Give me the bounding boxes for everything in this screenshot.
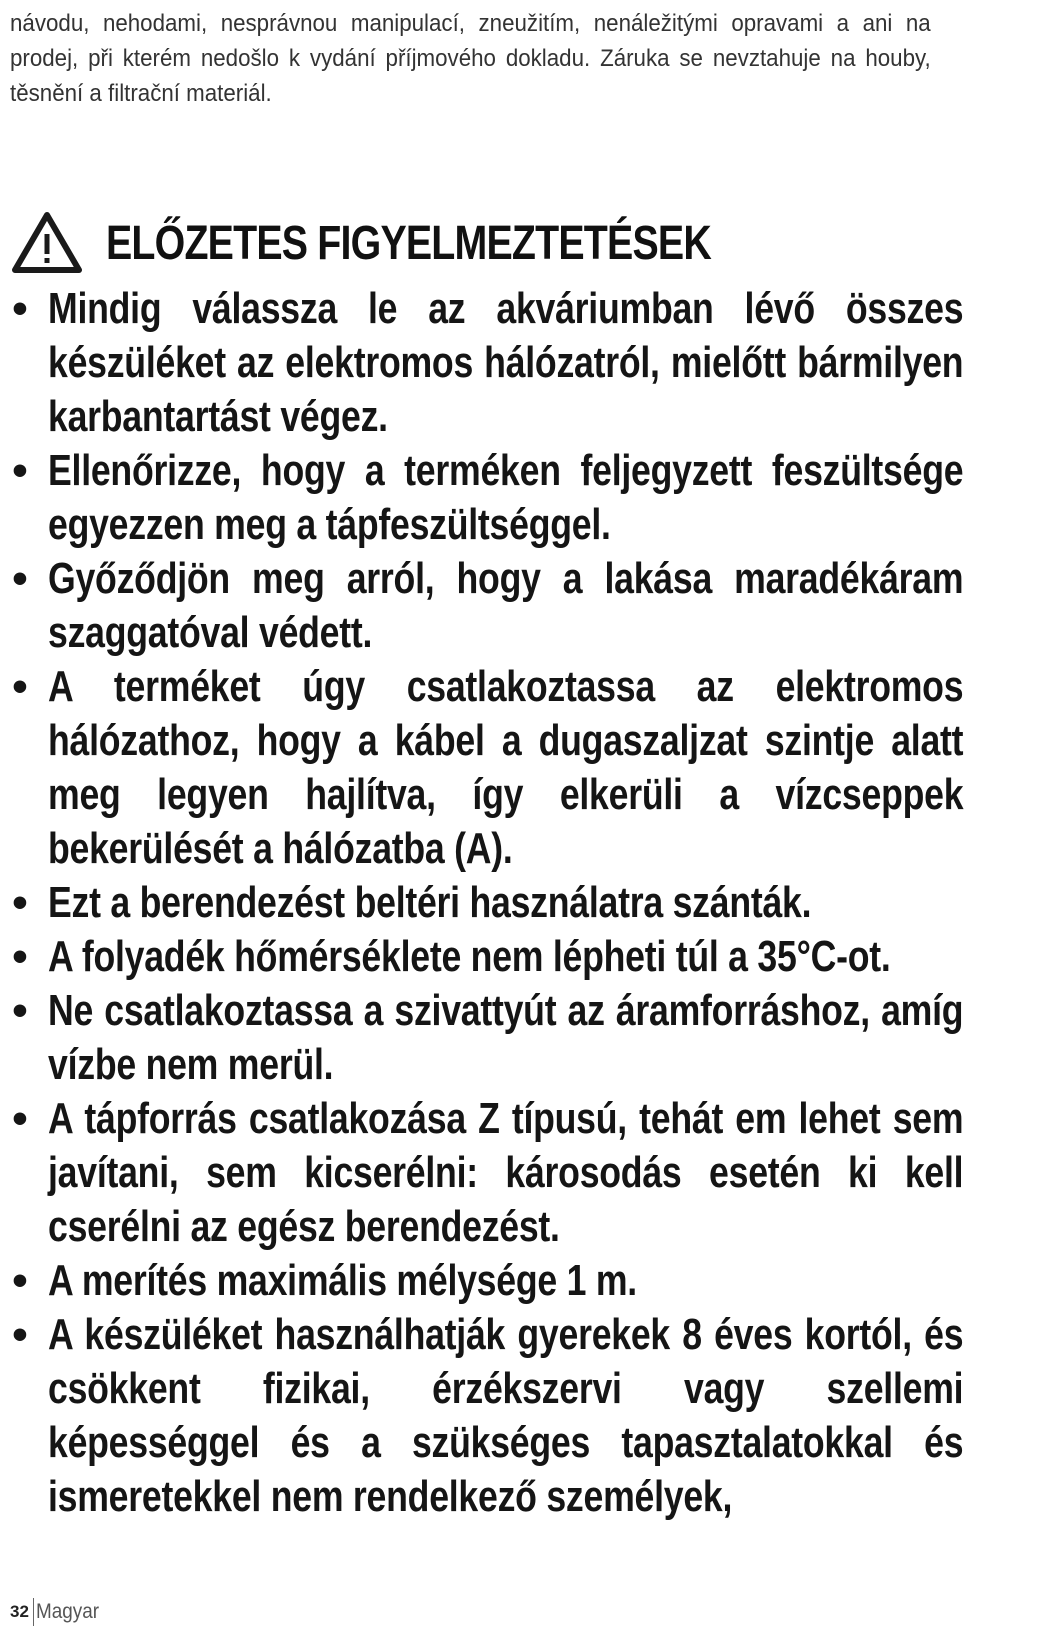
list-item-text: A terméket úgy csatlakoztassa az elektromos hálózathoz, hogy a kábel a dugaszaljzat szintje alatt meg legyen hajlítva, így elkerüli a vízcseppek bekerülését a hálózatba (A). [48, 662, 964, 873]
list-item [10, 1308, 1030, 1524]
footer-divider [33, 1598, 34, 1626]
list-item [10, 930, 1030, 984]
bullet: • [12, 932, 28, 981]
list-item-text: A készüléket használhatják gyerekek 8 éves kortól, és csökkent fizikai, érzékszervi vagy szellemi képességgel és a szükséges tapasztalatokkal és ismeretekkel nem rendelkező személyek, [48, 1310, 964, 1521]
list-item-text: A merítés maximális mélysége 1 m. [48, 1256, 637, 1305]
page-footer [10, 1597, 106, 1627]
list-item [10, 282, 1030, 444]
section-title: ELŐZETES FIGYELMEZTETÉSEK [106, 216, 711, 270]
intro-paragraph: návodu, nehodami, nesprávnou manipulací, zneužitím, nenáležitými opravami a ani na prodej, při kterém nedošlo k vydání příjmového dokladu. Záruka se nevztahuje na houby, těsnění a filtrační materiál. [10, 10, 931, 107]
page-number: 32 [10, 1602, 29, 1621]
list-item-text: Győződjön meg arról, hogy a lakása maradékáram szaggatóval védett. [48, 554, 964, 657]
bullet: • [12, 878, 28, 927]
bullet: • [12, 554, 28, 603]
list-item [10, 1254, 1030, 1308]
list-item [10, 1092, 1030, 1254]
list-item-text: A folyadék hőmérséklete nem lépheti túl a 35°C-ot. [48, 932, 891, 981]
bullet: • [12, 662, 28, 711]
list-item-text: Ellenőrizze, hogy a terméken feljegyzett feszültsége egyezzen meg a tápfeszültséggel. [48, 446, 964, 549]
list-item-text: Ne csatlakoztassa a szivattyút az áramforráshoz, amíg vízbe nem merül. [48, 986, 964, 1089]
warning-triangle-icon [10, 210, 84, 276]
list-item-text: Mindig válassza le az akváriumban lévő összes készüléket az elektromos hálózatról, mielőtt bármilyen karbantartást végez. [48, 284, 964, 441]
bullet: • [12, 1310, 28, 1359]
list-item [10, 444, 1030, 552]
language-label: Magyar [35, 1600, 99, 1623]
warning-list [10, 282, 1030, 1524]
list-item-text: A tápforrás csatlakozása Z típusú, tehát em lehet sem javítani, sem kicserélni: károsodás esetén ki kell cserélni az egész berendezést. [48, 1094, 964, 1251]
list-item [10, 660, 1030, 876]
list-item [10, 984, 1030, 1092]
bullet: • [12, 1094, 28, 1143]
bullet: • [12, 986, 28, 1035]
list-item-text: Ezt a berendezést beltéri használatra szánták. [48, 878, 812, 927]
bullet: • [12, 1256, 28, 1305]
bullet: • [12, 446, 28, 495]
list-item [10, 876, 1030, 930]
bullet: • [12, 284, 28, 333]
list-item [10, 552, 1030, 660]
section-heading [10, 208, 844, 278]
